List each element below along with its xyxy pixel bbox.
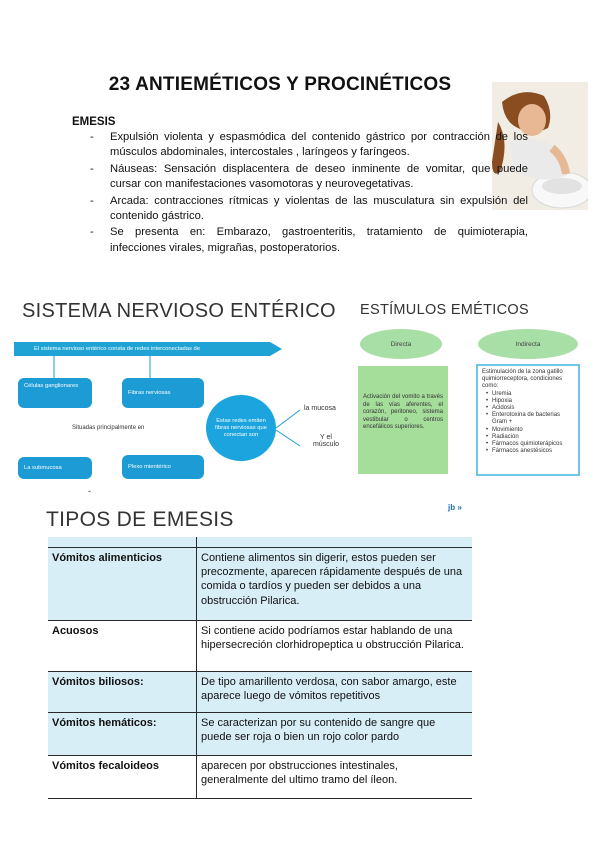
table-row xyxy=(48,548,472,621)
tipos-section-title: TIPOS DE EMESIS xyxy=(46,508,234,531)
indirect-item: • Acidosis xyxy=(486,405,574,412)
indirect-item: • Uremia xyxy=(486,391,574,398)
table-row xyxy=(48,621,472,672)
circle-redes: Estas redes emiten fibras nerviosas que conectan son xyxy=(206,395,276,461)
box-submucosa: La submucosa xyxy=(18,457,92,479)
table-row xyxy=(48,672,472,713)
indirect-item: • Fármacos anestésicos xyxy=(486,448,574,455)
row-name: Acuosos xyxy=(48,621,197,672)
indirect-item: • Fármacos quimioterápicos xyxy=(486,441,574,448)
row-name: Vómitos hemáticos: xyxy=(48,713,197,756)
emesis-point: - Náuseas: Sensación displacentera de deseo inminente de vomitar, que puede cursar con manifestaciones vasomotoras y neurovegetativas. xyxy=(88,162,528,193)
header-cell xyxy=(197,537,473,548)
enteric-banner: El sistema nervioso entérico consta de redes interconectadas de xyxy=(14,342,270,356)
logo-mark: jb » xyxy=(448,503,462,512)
indirect-item: • Hipoxia xyxy=(486,398,574,405)
indirect-item: • Radiación xyxy=(486,434,574,441)
direct-description: Activación del vomito a través de las vías aferentes, el corazón, peritoneo, sistema vestibular o centros encefálicos superiores. xyxy=(358,366,448,474)
table-header-row xyxy=(48,537,472,548)
label-musculo: Y el músculo xyxy=(312,434,340,448)
row-desc: Si contiene acido podríamos estar hablando de una hipersecreción clorhidropeptica u obstrucción Pilarica. xyxy=(197,621,473,672)
header-cell xyxy=(48,537,197,548)
row-name: Vómitos biliosos: xyxy=(48,672,197,713)
table-row xyxy=(48,756,472,799)
enteric-section-title: SISTEMA NERVIOSO ENTÉRICO xyxy=(22,300,336,322)
row-desc: Se caracterizan por su contenido de sangre que puede ser roja o bien un rojo color pardo xyxy=(197,713,473,756)
row-desc: Contiene alimentos sin digerir, estos pueden ser precozmente, aparecen rápidamente después de una comida o tardíos y pueden ser debidos a una obstrucción Pilarica. xyxy=(197,548,473,621)
row-desc: De tipo amarillento verdosa, con sabor amargo, este aparece luego de vómitos repetitivos xyxy=(197,672,473,713)
emesis-heading: EMESIS xyxy=(72,116,116,128)
table-row xyxy=(48,713,472,756)
indirect-list xyxy=(482,391,574,456)
row-desc: aparecen por obstrucciones intestinales, generalmente del ultimo tramo del íleon. xyxy=(197,756,473,799)
label-mucosa: la mucosa xyxy=(304,405,336,412)
emesis-points xyxy=(88,130,528,257)
box-celulas-ganglionares: Células ganglionares xyxy=(18,378,92,408)
indirect-item: • Movimiento xyxy=(486,427,574,434)
located-note: Situadas principalmente en xyxy=(72,425,145,431)
emesis-point: - Se presenta en: Embarazo, gastroenteritis, tratamiento de quimioterapia, infecciones virales, migrañas, postoperatorios. xyxy=(88,225,528,256)
stimuli-section-title: ESTÍMULOS EMÉTICOS xyxy=(360,302,529,318)
emesis-point: - Arcada: contracciones rítmicas y violentas de las musculatura sin expulsión del contenido gástrico. xyxy=(88,194,528,225)
row-name: Vómitos fecaloideos xyxy=(48,756,197,799)
box-plexo-mienterico: Plexo mientérico xyxy=(122,455,204,479)
indirect-intro: Estimulación de la zona gatillo quimiorreceptora, condiciones como: xyxy=(482,369,563,390)
indirect-item: • Enterotoxina de bacterias Gram + xyxy=(486,412,574,426)
oval-indirecta: Indirecta xyxy=(478,329,578,359)
page-title: 23 ANTIEMÉTICOS Y PROCINÉTICOS xyxy=(108,74,452,95)
oval-directa: Directa xyxy=(360,329,442,359)
box-fibras-nerviosas: Fibras nerviosas xyxy=(122,378,204,408)
emesis-point: - Expulsión violenta y espasmódica del contenido gástrico por contracción de los músculos abdominales, intercostales , laríngeos y faríngeos. xyxy=(88,130,528,161)
tipos-table xyxy=(48,537,472,799)
indirect-description xyxy=(476,364,580,476)
row-name: Vómitos alimenticios xyxy=(48,548,197,621)
dash-marker: - xyxy=(88,486,91,496)
